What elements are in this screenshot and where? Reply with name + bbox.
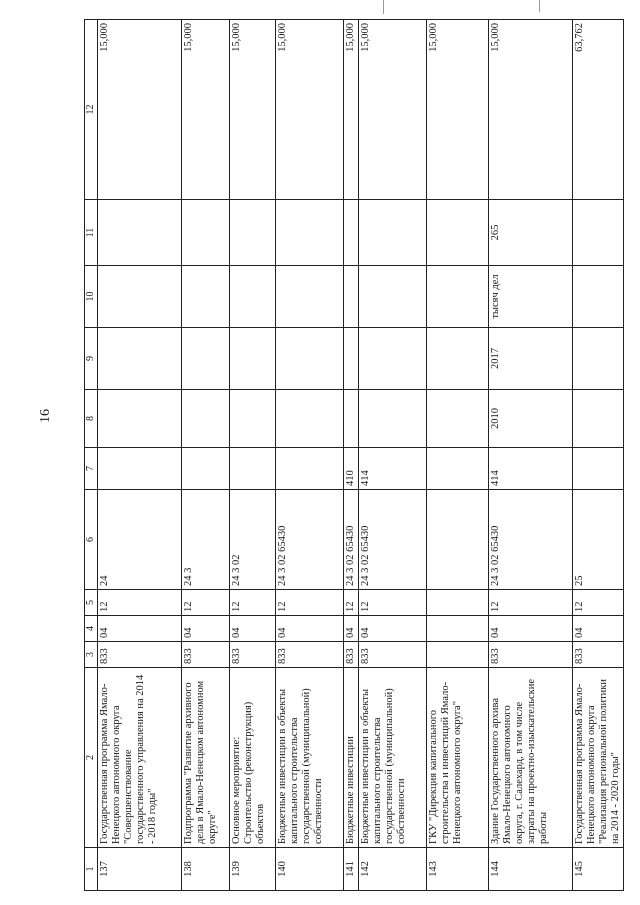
cell-c6: 25	[573, 490, 624, 590]
table-row	[230, 20, 276, 891]
cell-name: Основное мероприятие: Строительство (реконструкция) объектов	[230, 668, 276, 848]
cell-c9	[344, 328, 359, 390]
column-header: 8	[85, 390, 98, 448]
cell-c12: 15,000	[427, 20, 489, 200]
cell-c12: 15,000	[182, 20, 230, 200]
cell-c10: тысяч дел	[489, 266, 573, 328]
cell-c11	[98, 200, 182, 266]
cell-n: 142	[359, 848, 427, 891]
table-row	[182, 20, 230, 891]
cell-c8	[344, 390, 359, 448]
cell-c6: 24 3 02 65430	[344, 490, 359, 590]
cell-c9	[573, 328, 624, 390]
cell-c12: 15,000	[359, 20, 427, 200]
cell-c3	[427, 642, 489, 668]
cell-c10	[98, 266, 182, 328]
cell-c6: 24 3 02	[230, 490, 276, 590]
cell-c11: 265	[489, 200, 573, 266]
cell-n: 145	[573, 848, 624, 891]
cell-c3: 833	[230, 642, 276, 668]
cell-c8	[359, 390, 427, 448]
cell-name: Здание Государственного архива Ямало-Ненецкого автономного округа, г. Салехард, в том числе затраты на проектно-изыскательские работы	[489, 668, 573, 848]
cell-c9: 2017	[489, 328, 573, 390]
cell-c6: 24 3	[182, 490, 230, 590]
cell-c10	[344, 266, 359, 328]
page-number: 16	[38, 409, 53, 423]
cell-name: Государственная программа Ямало-Ненецкого автономного округа "Реализация региональной политики на 2014 - 2020 годы"	[573, 668, 624, 848]
cell-c4: 04	[276, 616, 344, 642]
cell-c8	[98, 390, 182, 448]
cell-c5: 12	[573, 590, 624, 616]
cell-c8	[427, 390, 489, 448]
cell-c4: 04	[98, 616, 182, 642]
column-header: 3	[85, 642, 98, 668]
cell-c3: 833	[182, 642, 230, 668]
cell-c12: 15,000	[344, 20, 359, 200]
cell-c9	[182, 328, 230, 390]
cell-c10	[182, 266, 230, 328]
cell-c8	[230, 390, 276, 448]
cell-c4	[427, 616, 489, 642]
cell-c5: 12	[230, 590, 276, 616]
column-header: 12	[85, 20, 98, 200]
cell-c5: 12	[276, 590, 344, 616]
cell-c6: 24	[98, 490, 182, 590]
cell-name: ГКУ "Дирекция капитального строительства и инвестиций Ямало-Ненецкого автономного округа"	[427, 668, 489, 848]
column-header: 1	[85, 848, 98, 891]
cell-c7	[276, 448, 344, 490]
cell-c6: 24 3 02 65430	[359, 490, 427, 590]
table-row	[344, 20, 359, 891]
cell-c3: 833	[98, 642, 182, 668]
cell-c5: 12	[344, 590, 359, 616]
cell-name: Бюджетные инвестиции в объекты капитального строительства государственной (муниципальной) собственности	[359, 668, 427, 848]
budget-table	[84, 19, 624, 891]
cell-n: 143	[427, 848, 489, 891]
cell-c3: 833	[573, 642, 624, 668]
cell-n: 138	[182, 848, 230, 891]
cell-c4: 04	[182, 616, 230, 642]
cell-c7	[573, 448, 624, 490]
cell-c7	[230, 448, 276, 490]
cell-c5: 12	[98, 590, 182, 616]
scan-mark	[539, 0, 540, 12]
table-row	[359, 20, 427, 891]
column-header: 7	[85, 448, 98, 490]
cell-c9	[427, 328, 489, 390]
column-header: 10	[85, 266, 98, 328]
header-row	[85, 20, 98, 891]
cell-c8: 2010	[489, 390, 573, 448]
cell-c5: 12	[489, 590, 573, 616]
cell-c12: 15,000	[276, 20, 344, 200]
cell-c9	[359, 328, 427, 390]
cell-n: 140	[276, 848, 344, 891]
cell-c7	[98, 448, 182, 490]
cell-c9	[230, 328, 276, 390]
table-row	[276, 20, 344, 891]
cell-c12: 15,000	[230, 20, 276, 200]
cell-c10	[359, 266, 427, 328]
cell-c4: 04	[230, 616, 276, 642]
cell-n: 137	[98, 848, 182, 891]
cell-c3: 833	[344, 642, 359, 668]
column-header: 5	[85, 590, 98, 616]
cell-c10	[230, 266, 276, 328]
cell-c3: 833	[276, 642, 344, 668]
column-header: 2	[85, 668, 98, 848]
cell-c11	[344, 200, 359, 266]
column-header: 11	[85, 200, 98, 266]
cell-c5	[427, 590, 489, 616]
cell-name: Бюджетные инвестиции в объекты капитального строительства государственной (муниципальной) собственности	[276, 668, 344, 848]
cell-c4: 04	[489, 616, 573, 642]
cell-c5: 12	[182, 590, 230, 616]
table-body	[85, 20, 624, 891]
cell-c12: 15,000	[98, 20, 182, 200]
cell-c7: 414	[489, 448, 573, 490]
cell-c9	[98, 328, 182, 390]
cell-c11	[182, 200, 230, 266]
cell-c8	[182, 390, 230, 448]
cell-c4: 04	[344, 616, 359, 642]
cell-c8	[276, 390, 344, 448]
cell-name: Подпрограмма "Развитие архивного дела в Ямало-Ненецком автономном округе"	[182, 668, 230, 848]
cell-c11	[276, 200, 344, 266]
cell-c10	[573, 266, 624, 328]
cell-c10	[276, 266, 344, 328]
cell-c7	[182, 448, 230, 490]
table-row	[98, 20, 182, 891]
cell-c9	[276, 328, 344, 390]
cell-c12: 63,762	[573, 20, 624, 200]
cell-c5: 12	[359, 590, 427, 616]
cell-c6: 24 3 02 65430	[489, 490, 573, 590]
cell-name: Государственная программа Ямало-Ненецкого автономного округа "Совершенствование государственного управления на 2014 - 2018 годы"	[98, 668, 182, 848]
cell-c6	[427, 490, 489, 590]
cell-c7: 414	[359, 448, 427, 490]
cell-c3: 833	[489, 642, 573, 668]
table-row	[489, 20, 573, 891]
cell-n: 139	[230, 848, 276, 891]
cell-c11	[359, 200, 427, 266]
column-header: 9	[85, 328, 98, 390]
cell-c10	[427, 266, 489, 328]
table-row	[573, 20, 624, 891]
cell-c12: 15,000	[489, 20, 573, 200]
cell-n: 144	[489, 848, 573, 891]
cell-c7	[427, 448, 489, 490]
cell-c4: 04	[359, 616, 427, 642]
cell-c8	[573, 390, 624, 448]
cell-c11	[230, 200, 276, 266]
cell-c7: 410	[344, 448, 359, 490]
cell-name: Бюджетные инвестиции	[344, 668, 359, 848]
cell-c3: 833	[359, 642, 427, 668]
column-header: 4	[85, 616, 98, 642]
cell-c6: 24 3 02 65430	[276, 490, 344, 590]
column-header: 6	[85, 490, 98, 590]
cell-c11	[427, 200, 489, 266]
cell-c4: 04	[573, 616, 624, 642]
table-row	[427, 20, 489, 891]
scan-mark	[383, 0, 384, 14]
cell-c11	[573, 200, 624, 266]
cell-n: 141	[344, 848, 359, 891]
rotated-sheet	[84, 20, 621, 891]
